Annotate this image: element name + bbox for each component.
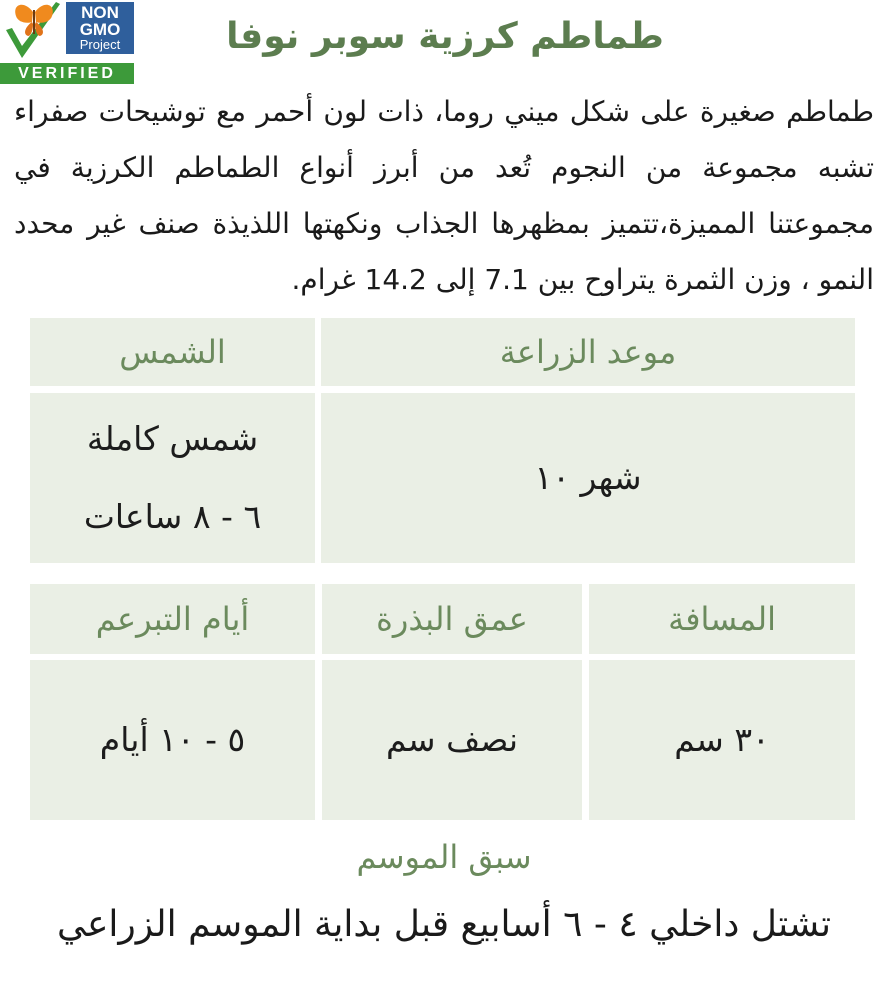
product-description: طماطم صغيرة على شكل ميني روما، ذات لون أحمر مع توشيحات صفراء تشبه مجموعة من النجوم تُعد من أبرز أنواع الطماطم الكرزية في مجموعتنا المميزة،تتميز بمظهرها الجذاب ونكهتها اللذيذة صنف غير محدد النمو ، وزن الثمرة يتراوح بين 7.1 إلى 14.2 غرام. bbox=[14, 95, 874, 296]
non-gmo-badge bbox=[0, 0, 134, 84]
butterfly-check-icon bbox=[0, 0, 66, 62]
seed-depth-header: عمق البذرة bbox=[322, 584, 582, 654]
product-title: طماطم كرزية سوبر نوفا bbox=[226, 16, 664, 57]
sun-value-line1: شمس كاملة bbox=[86, 419, 259, 458]
verified-strip: VERIFIED bbox=[0, 63, 134, 84]
germination-days-header: أيام التبرعم bbox=[30, 584, 315, 654]
season-label: سبق الموسم bbox=[356, 838, 532, 876]
sun-value-line2: ٦ - ٨ ساعات bbox=[83, 497, 262, 536]
distance-header: المسافة bbox=[589, 584, 855, 654]
planting-time-value: شهر ١٠ bbox=[321, 393, 855, 563]
distance-value: ٣٠ سم bbox=[589, 660, 855, 820]
sun-header: الشمس bbox=[30, 318, 315, 386]
germination-days-value: ٥ - ١٠ أيام bbox=[30, 660, 315, 820]
seed-depth-value: نصف سم bbox=[322, 660, 582, 820]
planting-time-header: موعد الزراعة bbox=[321, 318, 855, 386]
season-instruction: تشتل داخلي ٤ - ٦ أسابيع قبل بداية الموسم الزراعي bbox=[56, 904, 832, 945]
non-gmo-wordmark: NON GMO Project bbox=[66, 2, 134, 54]
sun-value bbox=[30, 393, 315, 563]
